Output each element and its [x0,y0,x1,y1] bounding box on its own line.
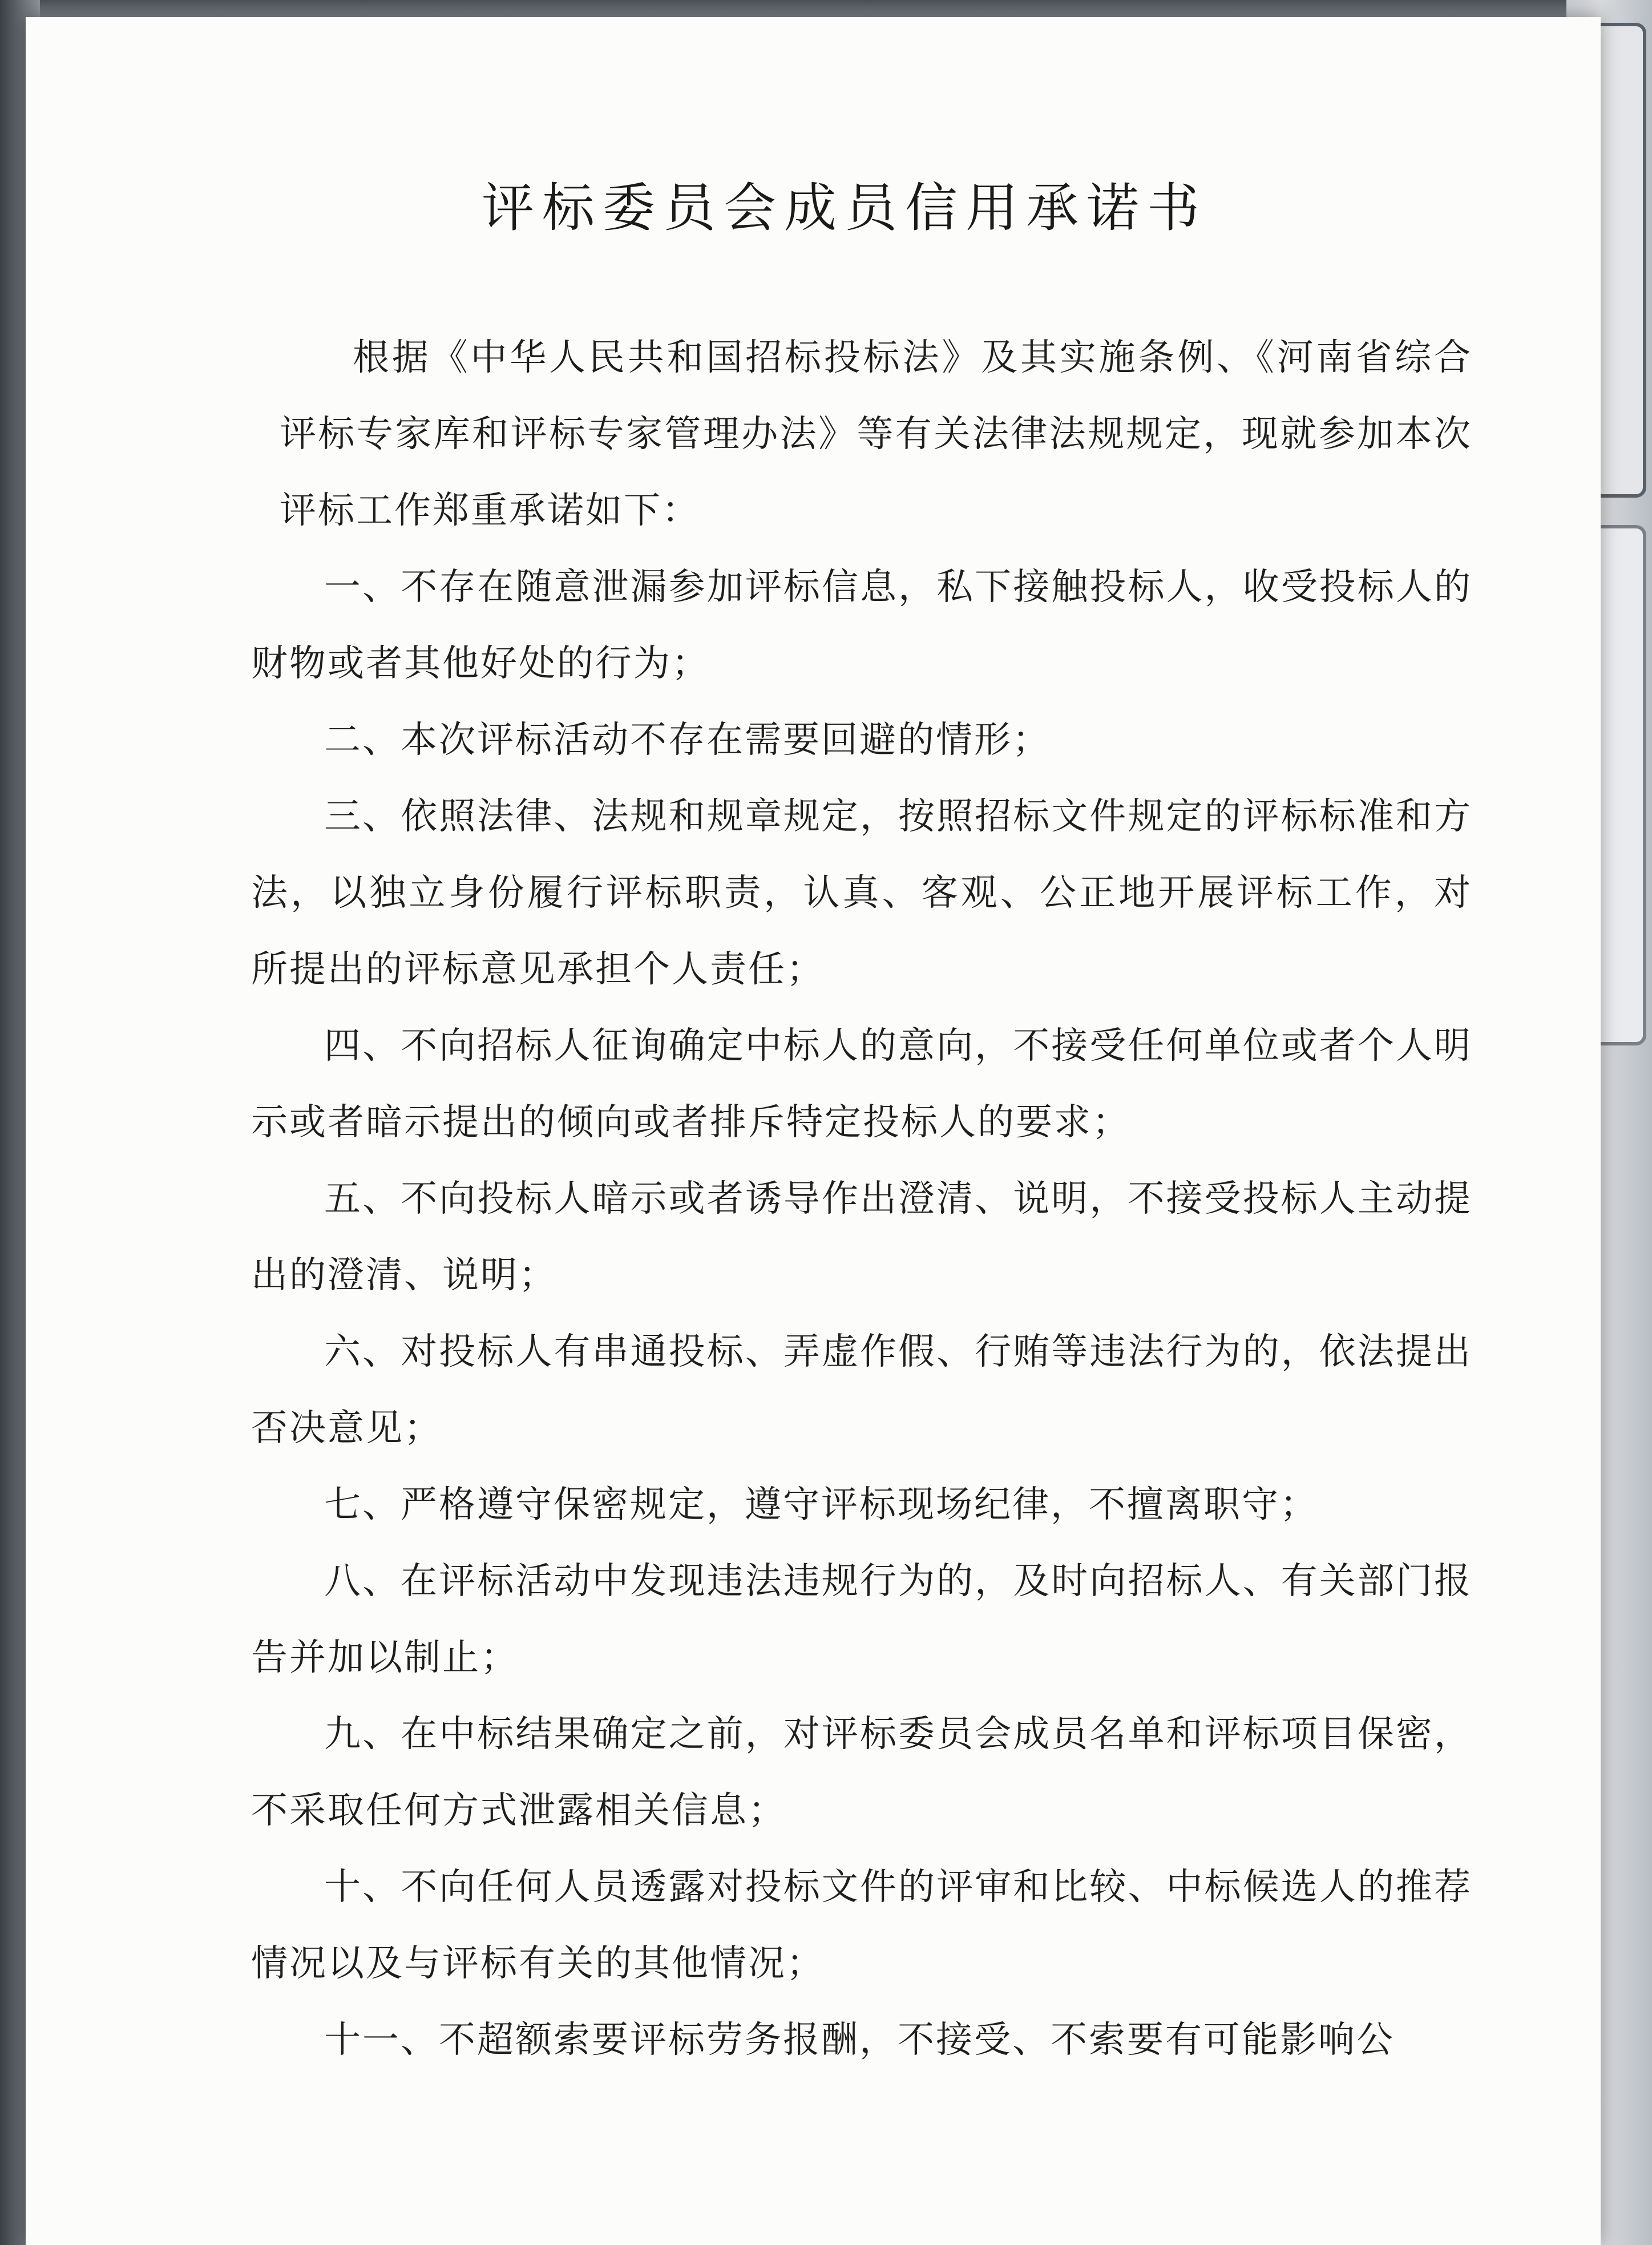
commitment-item-11: 十一、不超额索要评标劳务报酬，不接受、不索要有可能影响公 [324,2019,1395,2062]
commitment-item-6: 六、对投标人有串通投标、弄虚作假、行贿等违法行为的，依法提出否决意见； [251,1331,1472,1450]
commitment-item-4: 四、不向招标人征询确定中标人的意向，不接受任何单位或者个人明示或者暗示提出的倾向或者排斥特定投标人的要求； [251,1025,1472,1144]
commitment-item-5: 五、不向投标人暗示或者诱导作出澄清、说明，不接受投标人主动提出的澄清、说明； [251,1178,1472,1297]
commitment-item-10: 十、不向任何人员透露对投标文件的评审和比较、中标候选人的推荐情况以及与评标有关的其他情况； [251,1866,1472,1985]
commitment-item-1: 一、不存在随意泄漏参加评标信息，私下接触投标人，收受投标人的财物或者其他好处的行为； [251,566,1472,685]
document-title: 评标委员会成员信用承诺书 [481,177,1207,239]
commitment-item-2: 二、本次评标活动不存在需要回避的情形； [324,719,1051,762]
commitment-item-3: 三、依照法律、法规和规章规定，按照招标文件规定的评标标准和方法，以独立身份履行评标职责，认真、客观、公正地开展评标工作，对所提出的评标意见承担个人责任； [251,796,1472,991]
document-page [26,17,1601,2245]
intro-paragraph: 根据《中华人民共和国招标投标法》及其实施条例、《河南省综合评标专家库和评标专家管理办法》等有关法律法规规定，现就参加本次评标工作郑重承诺如下： [280,337,1472,532]
commitment-item-7: 七、严格遵守保密规定，遵守评标现场纪律，不擅离职守； [324,1484,1318,1527]
document-body [251,177,1472,2078]
commitment-item-9: 九、在中标结果确定之前，对评标委员会成员名单和评标项目保密，不采取任何方式泄露相关信息； [251,1713,1472,1832]
commitment-item-8: 八、在评标活动中发现违法违规行为的，及时向招标人、有关部门报告并加以制止； [251,1560,1472,1679]
